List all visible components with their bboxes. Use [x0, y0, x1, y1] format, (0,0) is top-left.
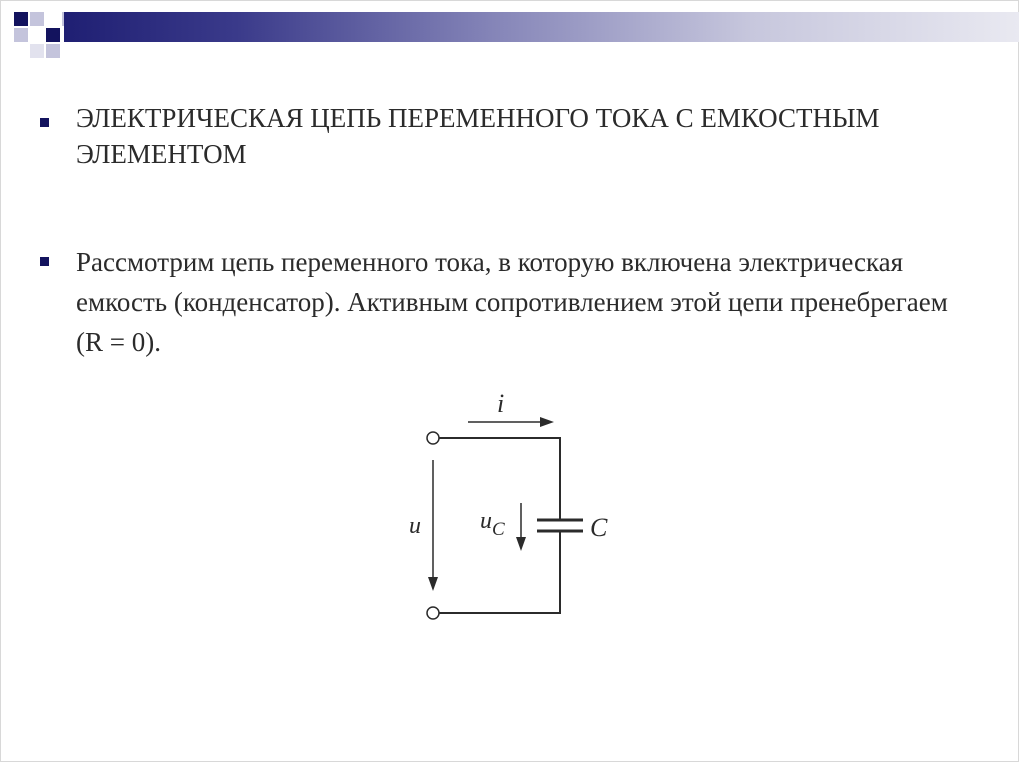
header-deco-square [14, 28, 28, 42]
header-deco-square [30, 28, 44, 42]
header-deco-square [46, 28, 60, 42]
bullet-marker [40, 118, 49, 127]
bottom-wire [439, 531, 560, 613]
cap-voltage-arrowhead [516, 537, 526, 551]
voltage-label: u [409, 513, 421, 539]
header-gradient-bar [64, 12, 1019, 42]
cap-voltage-label: $u_C$ [480, 508, 505, 540]
header-deco-square [30, 44, 44, 58]
current-label: i [497, 389, 505, 418]
capacitor-circuit-diagram [400, 385, 640, 630]
header-deco-square [14, 12, 28, 26]
input-terminal-bottom [427, 607, 439, 619]
slide-paragraph: Рассмотрим цепь переменного тока, в которую включена электрическая емкость (конденсатор). Активным сопротивлением этой цепи пренебрегаем (R = 0). [76, 247, 948, 357]
top-wire [439, 438, 560, 520]
current-arrowhead [540, 417, 554, 427]
slide-heading: ЭЛЕКТРИЧЕСКАЯ ЦЕПЬ ПЕРЕМЕННОГО ТОКА С ЕМКОСТНЫМ ЭЛЕМЕНТОМ [76, 103, 880, 169]
voltage-arrowhead [428, 577, 438, 591]
header-deco-square [30, 12, 44, 26]
capacitor-label: C [590, 513, 608, 542]
header-deco-square [46, 44, 60, 58]
input-terminal-top [427, 432, 439, 444]
bullet-marker [40, 257, 49, 266]
